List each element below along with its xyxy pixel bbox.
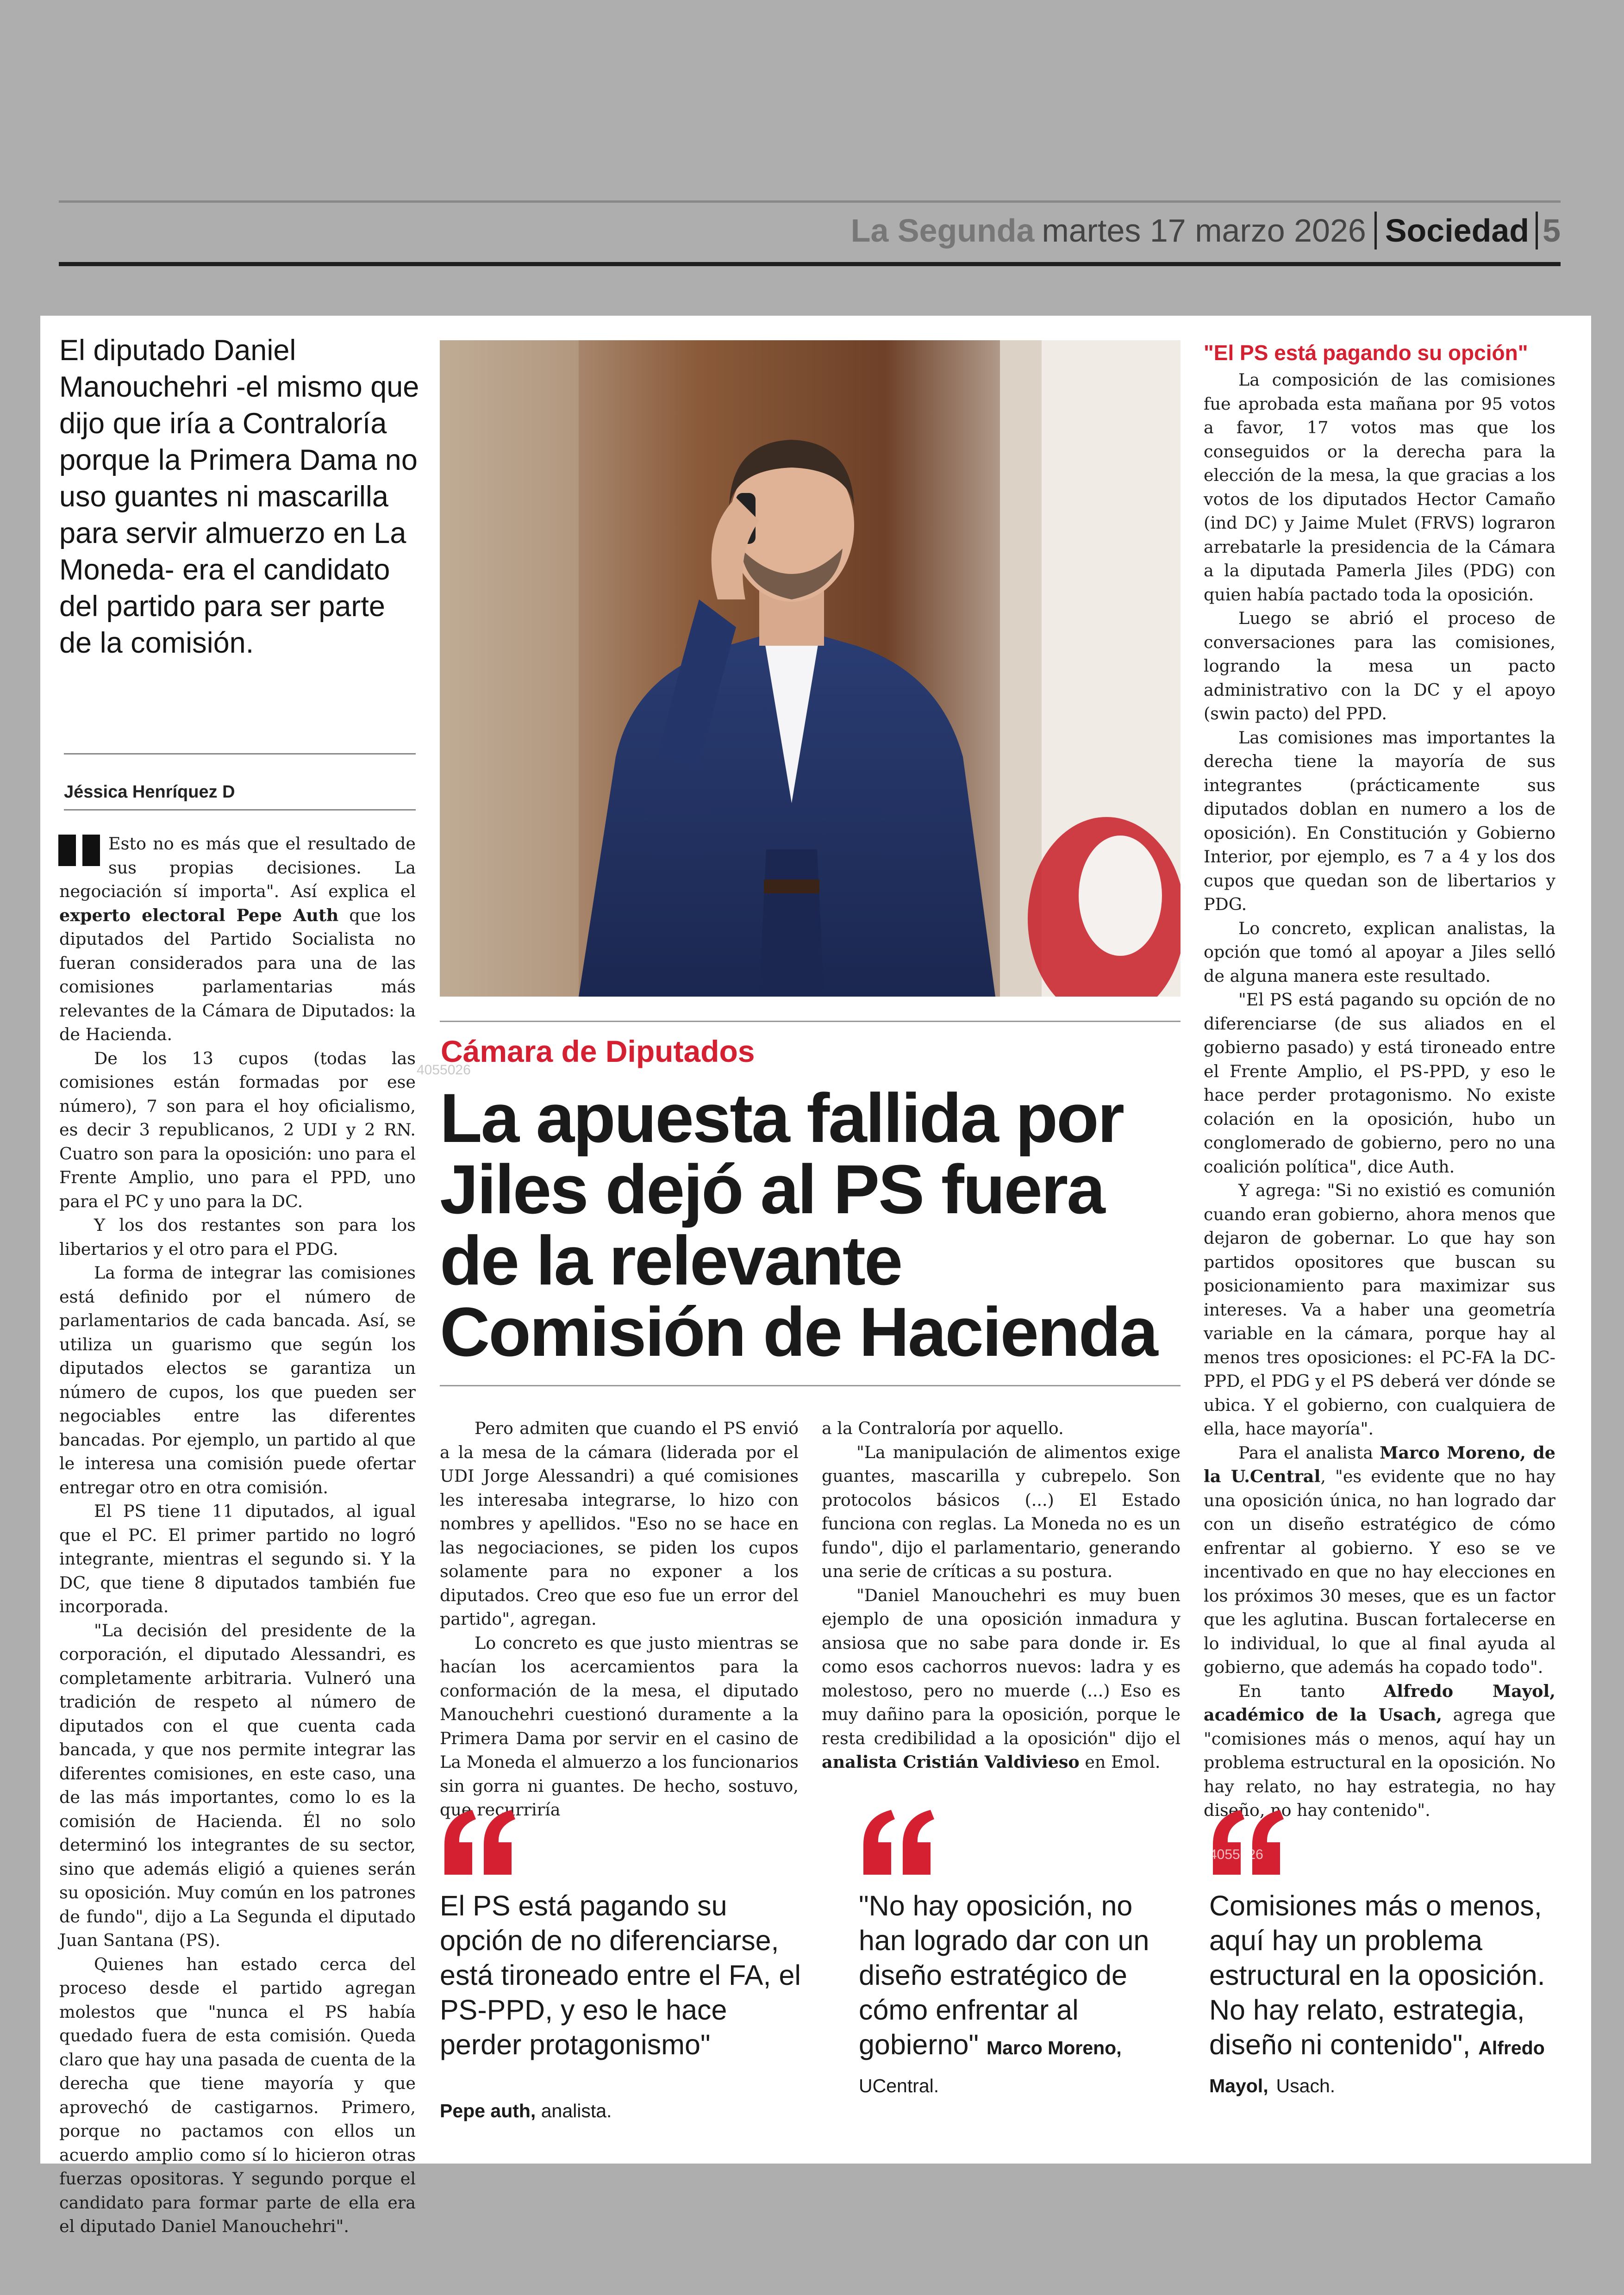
header-separator — [1536, 212, 1538, 249]
header-bottom-rule — [59, 262, 1561, 266]
pull-quote-attribution: Pepe auth, analista. — [440, 2100, 612, 2121]
paragraph: Pero admiten que cuando el PS envió a la mesa de la cámara (liderada por el UDI Jorge Alessandri) a qué comisiones les interesaba integrarse, lo hizo con nombres y apellidos. "Eso no se hace en las negociaciones, se piden los cupos solamente para no exponer a los diputados. Creo que eso fue un error del partido", agregan. — [440, 1418, 799, 1629]
paragraph: "El PS está pagando su opción de no diferenciarse (de sus aliados en el gobierno pasado) y está tironeado entre el Frente Amplio, el PS-PPD, y eso le hace perder protagonismo. No existe colación en la oposición, hubo un conglomerado de gobierno, pero no una coalición política", dice Auth. — [1204, 990, 1555, 1177]
pull-quote — [440, 1889, 806, 2062]
paragraph: Lo concreto es que justo mientras se hacían los acercamientos para la conformación de la mesa, el diputado Manouchehri cuestionó duramente a la Primera Dama por servir en el casino de La Moneda el almuerzo a los funcionarios sin gorra ni guantes. De hecho, sostuvo, que recurriría — [440, 1633, 799, 1820]
paragraph: Lo concreto, explican analistas, la opción que tomó al apoyar a Jiles selló de alguna manera este resultado. — [1204, 918, 1555, 986]
newspaper-name: La Segunda — [850, 212, 1035, 249]
header-separator — [1374, 212, 1377, 249]
paragraph: "Daniel Manouchehri es muy buen ejemplo de una oposición inmadura y ansiosa que no sabe para donde ir. Es como esos cachorros nuevos: ladra y es molestoso, pero no muerde (...) Eso es muy dañino para la oposición, porque le resta credibilidad a la oposición" dijo el analista Cristián Valdivieso en Emol. — [822, 1585, 1181, 1772]
header-top-rule — [59, 200, 1561, 203]
body-column-1 — [59, 832, 416, 2239]
watermark: 4055026 — [1209, 1847, 1263, 1862]
byline-rule — [64, 809, 416, 811]
paragraph: De los 13 cupos (todas las comisiones están formadas por ese número), 7 son para el hoy oficialismo, es decir 3 republicanos, 2 UDI y 2 RN. Cuatro son para la oposición: uno para el Frente Amplio, uno para el PPD, uno para el PC y uno para la DC. — [59, 1048, 416, 1211]
section-name: Sociedad — [1385, 212, 1530, 249]
paragraph: En tanto Alfredo Mayol, académico de la Usach, agrega que "comisiones más o menos, aquí hay un problema estructural en la oposición. No hay relato, no hay estrategia, no hay diseño, no hay contenido". — [1204, 1681, 1556, 1820]
sidebar-subhead: "El PS está pagando su opción" — [1204, 341, 1528, 365]
quote-mark-icon — [1208, 1808, 1287, 1877]
drop-quote-icon — [58, 835, 102, 873]
article-headline: La apuesta fallida por Jiles dejó al PS fuera de la relevante Comisión de Hacienda — [440, 1079, 1157, 1371]
paragraph: La composición de las comisiones fue aprobada esta mañana por 95 votos a favor, 17 votos mas que los conseguidos or la derecha para la elección de la mesa, la que gracias a los votos de los diputados Hector Camaño (ind DC) y Jaime Mulet (FRVS) lograron arrebatarle la presidencia de la Cámara a la diputada Pamerla Jiles (PDG) con quien había pactado toda la oposición. — [1204, 370, 1555, 605]
body-column-3 — [822, 1416, 1181, 1774]
paragraph: Las comisiones mas importantes la derecha tiene la mayoría de sus integrantes (prácticamente sus diputados doblan en numero a los de oposición). En Constitución y Gobierno Interior, por ejemplo, es 7 a 4 y los dos cupos que quedan son de libertarios y PDG. — [1204, 727, 1555, 914]
quote-mark-icon — [859, 1808, 937, 1877]
pull-quote-text: "No hay oposición, no han logrado dar con un diseño estratégico de cómo enfrentar al gobierno" — [859, 1890, 1149, 2060]
paragraph: "La manipulación de alimentos exige guantes, mascarilla y cubrepelo. Son protocolos básicos (...) El Estado funciona con reglas. La Moneda no es un fundo", dijo el parlamentario, generando una serie de críticas a su postura. — [822, 1442, 1181, 1581]
intro-rule — [64, 753, 416, 755]
headline-rule — [440, 1385, 1181, 1386]
body-column-2 — [440, 1416, 799, 1822]
pull-quote-text: Comisiones más o menos, aquí hay un problema estructural en la oposición. No hay relato, estrategia, diseño ni contenido", — [1209, 1890, 1545, 2060]
paragraph: La forma de integrar las comisiones está definido por el número de parlamentarios de cada bancada. Así, se utiliza un guarismo que según los diputados electos se garantiza un número de cupos, los que pueden ser negociables entre las diferentes bancadas. Por ejemplo, un partido al que le interesa una comisión puede ofertar entregar otro en otra comisión. — [59, 1263, 416, 1497]
byline: Jéssica Henríquez D — [64, 782, 235, 802]
paragraph: a la Contraloría por aquello. — [822, 1418, 1064, 1438]
issue-date: martes 17 marzo 2026 — [1042, 212, 1366, 249]
photo-caption-rule — [440, 1021, 1181, 1022]
page-header — [851, 207, 1561, 254]
article-photo — [440, 340, 1181, 997]
paragraph: Y agrega: "Si no existió es comunión cuando eran gobierno, ahora menos que dejaron de gobernar. Lo que hay son partidos opositores que buscan su posicionamiento para maximizar sus intereses. Va a haber una geometría variable en la cámara, porque hay al menos tres oposiciones: el PC-FA la DC-PPD, el PDG y el PS deberá ver dónde se ubica. Y el gobierno, con cualquiera de ella, hace mayoría". — [1204, 1180, 1555, 1439]
body-column-4 — [1204, 368, 1555, 1822]
watermark: 4055026 — [417, 1062, 471, 1078]
paragraph: Esto no es más que el resultado de sus propias decisiones. La negociación sí importa". Así explica el experto electoral Pepe Auth que los diputados del Partido Socialista no fueran considerados para una de las comisiones parlamentarias más relevantes de la Cámara de Diputados: la de Hacienda. — [59, 834, 416, 1044]
pull-quote: Comisiones más o menos, aquí hay un problema estructural en la oposición. No hay relato, estrategia, diseño ni contenido", Alfredo Mayol, Usach. — [1209, 1890, 1545, 2096]
photo-man-on-phone — [440, 340, 1181, 997]
quote-mark-icon — [440, 1808, 518, 1877]
paragraph: Quienes han estado cerca del proceso desde el partido agregan molestos que "nunca el PS había quedado fuera de esta comisión. Queda claro que hay una pasada de cuenta de la derecha que tiene mayoría y que aprovechó de castigarnos. Primero, porque no pactamos con ellos un acuerdo amplio como sí lo hicieron otras fuerzas opositoras. Y segundo porque el candidato para formar parte de ella era el diputado Daniel Manouchehri". — [59, 1954, 416, 2236]
paragraph: Y los dos restantes son para los libertarios y el otro para el PDG. — [59, 1215, 416, 1259]
paragraph: El PS tiene 11 diputados, al igual que el PC. El primer partido no logró integrante, mientras el segundo si. Y la DC, que tiene 8 diputados también fue incorporada. — [59, 1501, 416, 1616]
paragraph: Para el analista Marco Moreno, de la U.Central, "es evidente que no hay una oposición única, no han logrado dar con un diseño estratégico de cómo enfrentar al gobierno. Y eso se ve incentivado en que no hay elecciones en los próximos 30 meses, que es un factor que les aglutina. Buscan fortalecerse en lo individual, lo que al final ayuda al gobierno, que además ha copado todo". — [1204, 1442, 1556, 1677]
paragraph: Luego se abrió el proceso de conversaciones para las comisiones, logrando la mesa un pacto administrativo con la DC y el apoyo (swin pacto) del PPD. — [1204, 608, 1555, 723]
headline-kicker: Cámara de Diputados — [441, 1034, 755, 1068]
article-intro: El diputado Daniel Manouchehri -el mismo que dijo que iría a Contraloría porque la Primera Dama no uso guantes ni mascarilla para servir almuerzo en La Moneda- era el candidato del partido para ser parte de la comisión. — [59, 334, 419, 659]
paragraph: "La decisión del presidente de la corporación, el diputado Alessandri, es completamente arbitraria. Vulneró una tradición de respeto al número de diputados con el que cuenta cada bancada, y que nos permite integrar las diferentes comisiones, en este caso, una de las más importantes, como lo es la comisión de Hacienda. Él no solo determinó los integrantes de su sector, sino que además eligió a quienes serán su oposición. Muy común en los patrones de fundo", dijo a La Segunda el diputado Juan Santana (PS). — [59, 1620, 416, 1950]
pull-quote: "No hay oposición, no han logrado dar con un diseño estratégico de cómo enfrentar al gobierno" Marco Moreno, UCentral. — [859, 1890, 1149, 2096]
pull-quote-text: El PS está pagando su opción de no diferenciarse, está tironeado entre el FA, el PS-PPD, y eso le hace perder protagonismo" — [440, 1890, 801, 2060]
page-number: 5 — [1543, 212, 1561, 249]
